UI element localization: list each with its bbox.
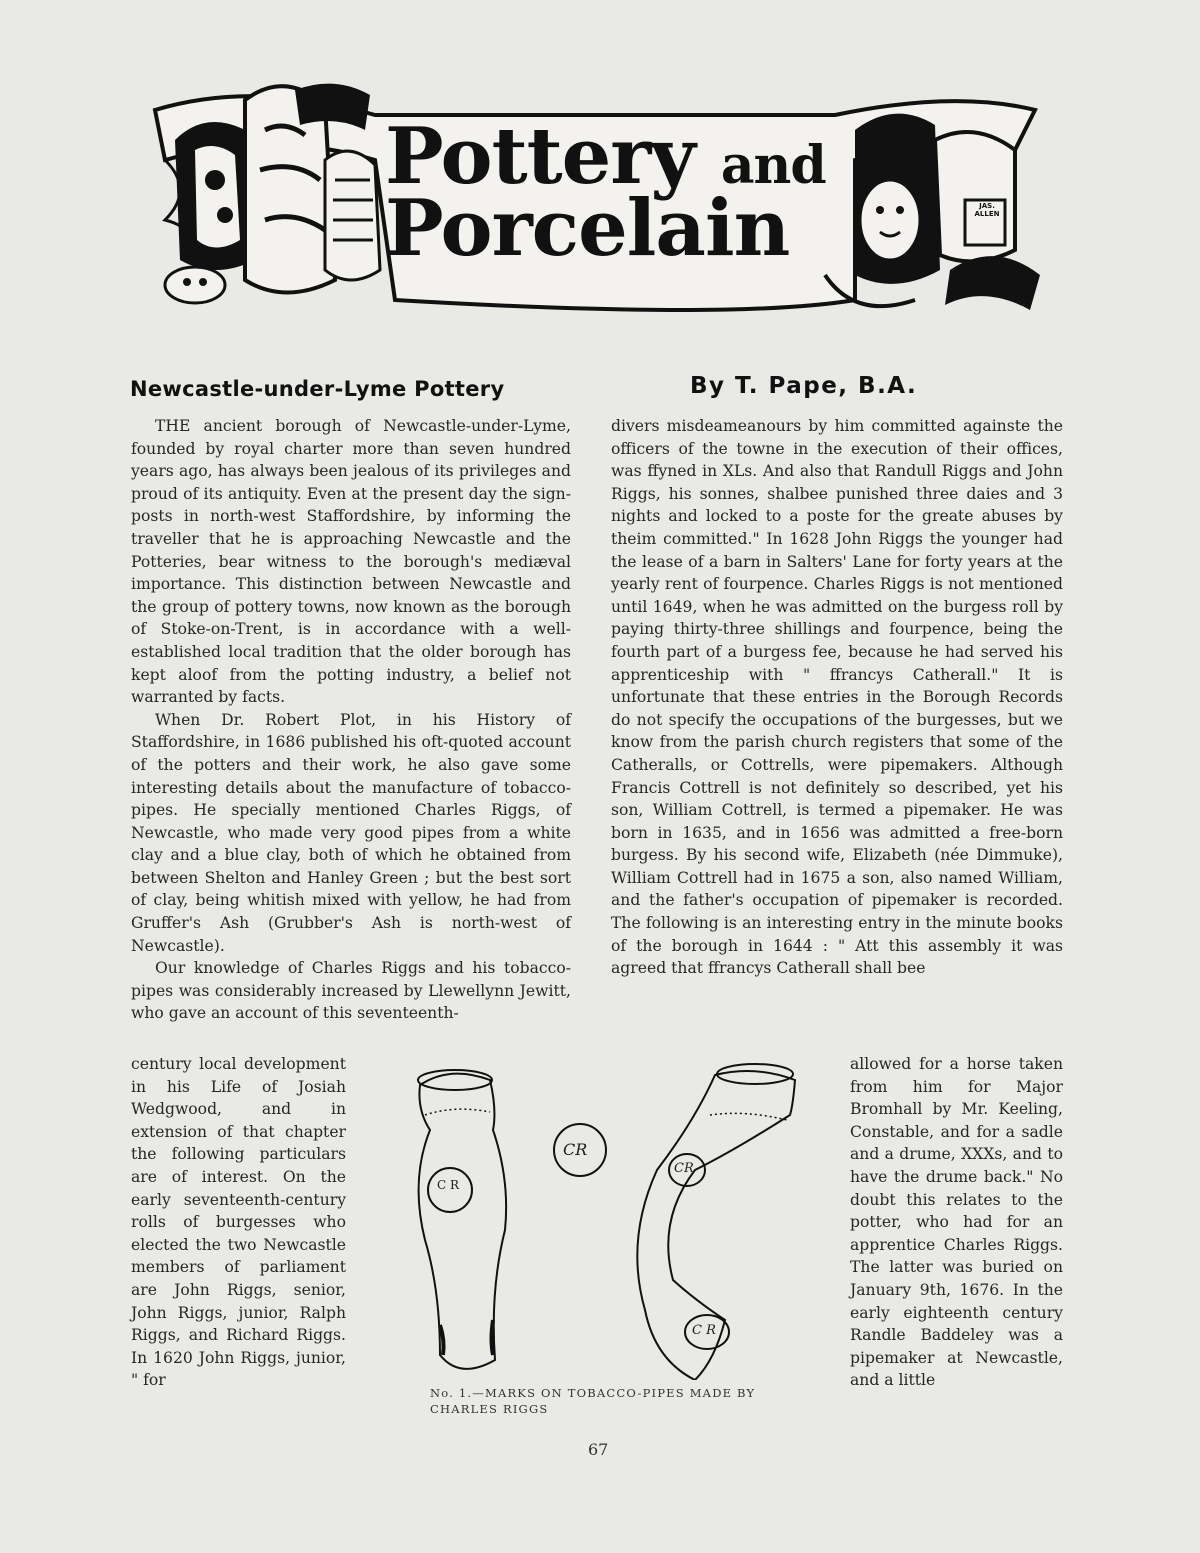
article-byline: By T. Pape, B.A. bbox=[690, 373, 918, 399]
paragraph-right-continued: allowed for a horse taken from him for Major Bromhall by Mr. Keeling, Constable, and for a sadle and a drume, XXXs, and to have the drume back." No doubt this relates to the potter, who had for an apprentice Charles Riggs. The latter was buried on January 9th, 1676. In the early eighteenth century Randle Baddeley was a pipemaker at Newcastle, and a little bbox=[850, 1055, 1063, 1390]
column-bottom-right bbox=[850, 1053, 1063, 1392]
pipes-illustration bbox=[395, 1060, 815, 1380]
article-title: Newcastle-under-Lyme Pottery bbox=[130, 377, 505, 401]
pipe-mark-4: C R bbox=[692, 1323, 716, 1338]
page-number: 67 bbox=[588, 1440, 609, 1459]
paragraph-3: Our knowledge of Charles Riggs and his tobacco-pipes was considerably increased by Llewellynn Jewitt, who gave an account of this seventeenth- bbox=[131, 959, 571, 1023]
figure-caption: No. 1.—MARKS ON TOBACCO-PIPES MADE BY CHARLES RIGGS bbox=[430, 1386, 756, 1416]
pipe-mark-1: C R bbox=[437, 1178, 460, 1192]
paragraph-3-continued: century local development in his Life of Josiah Wedgwood, and in extension of that chapter the following particulars are of interest. On the early seventeenth-century rolls of burgesses who elected the two Newcastle members of parliament are John Riggs, senior, John Riggs, junior, Ralph Riggs, and Richard Riggs. In 1620 John Riggs, junior, " for bbox=[131, 1055, 346, 1390]
shop-label: JAS. ALLEN bbox=[974, 202, 1000, 218]
figure-tobacco-pipes bbox=[395, 1060, 815, 1380]
banner-title-pottery: Pottery bbox=[385, 111, 695, 202]
column-right bbox=[611, 415, 1063, 980]
banner-title bbox=[385, 111, 826, 274]
pipe-mark-2: CR bbox=[563, 1140, 588, 1159]
paragraph-1: THE ancient borough of Newcastle-under-Lyme, founded by royal charter more than seven hundred years ago, has always been jealous of its privileges and proud of its antiquity. Even at the present day the sign-posts in north-west Staffordshire, by informing the traveller that he is approaching Newcastle and the Potteries, bear witness to the borough's mediæval importance. This distinction between Newcastle and the group of pottery towns, now known as the borough of Stoke-on-Trent, is in accordance with a well-established local tradition that the older borough has kept aloof from the potting industry, a belief not warranted by facts. bbox=[131, 417, 571, 707]
paragraph-2: When Dr. Robert Plot, in his History of Staffordshire, in 1686 published his oft-quoted account of the potters and their work, he also gave some interesting details about the manufacture of tobacco-pipes. He specially mentioned Charles Riggs, of Newcastle, who made very good pipes from a white clay and a blue clay, both of which he obtained from between Shelton and Hanley Green ; but the best sort of clay, being whitish mixed with yellow, he had from Gruffer's Ash (Grubber's Ash is north-west of Newcastle). bbox=[131, 710, 571, 955]
banner-title-porcelain: Porcelain bbox=[385, 183, 790, 274]
banner-title-and: and bbox=[720, 135, 826, 196]
column-bottom-left bbox=[131, 1053, 346, 1392]
pipe-mark-3: CR bbox=[674, 1161, 694, 1176]
column-left bbox=[131, 415, 571, 1025]
paragraph-right: divers misdeameanours by him committed againste the officers of the towne in the execution of their offices, was ffyned in XLs. And also that Randull Riggs and John Riggs, his sonnes, shalbee punished three daies and 3 nights and locked to a poste for the greate abuses by theim committed." In 1628 John Riggs the younger had the lease of a barn in Salters' Lane for forty years at the yearly rent of fourpence. Charles Riggs is not mentioned until 1649, when he was admitted on the burgess roll by paying thirty-three shillings and fourpence, being the fourth part of a burgess fee, because he had served his apprenticeship with " ffrancys Catherall." It is unfortunate that these entries in the Borough Records do not specify the occupations of the burgesses, but we know from the parish church registers that some of the Catheralls, or Cottrells, were pipemakers. Although Francis Cottrell is not definitely so described, yet his son, William Cottrell, is termed a pipemaker. He was born in 1635, and in 1656 was admitted a free-born burgess. By his second wife, Elizabeth (née Dimmuke), William Cottrell had in 1675 a son, also named William, and the father's occupation of pipemaker is recorded. The following is an interesting entry in the minute books of the borough in 1644 : " Att this assembly it was agreed that ffrancys Catherall shall bee bbox=[611, 417, 1063, 978]
